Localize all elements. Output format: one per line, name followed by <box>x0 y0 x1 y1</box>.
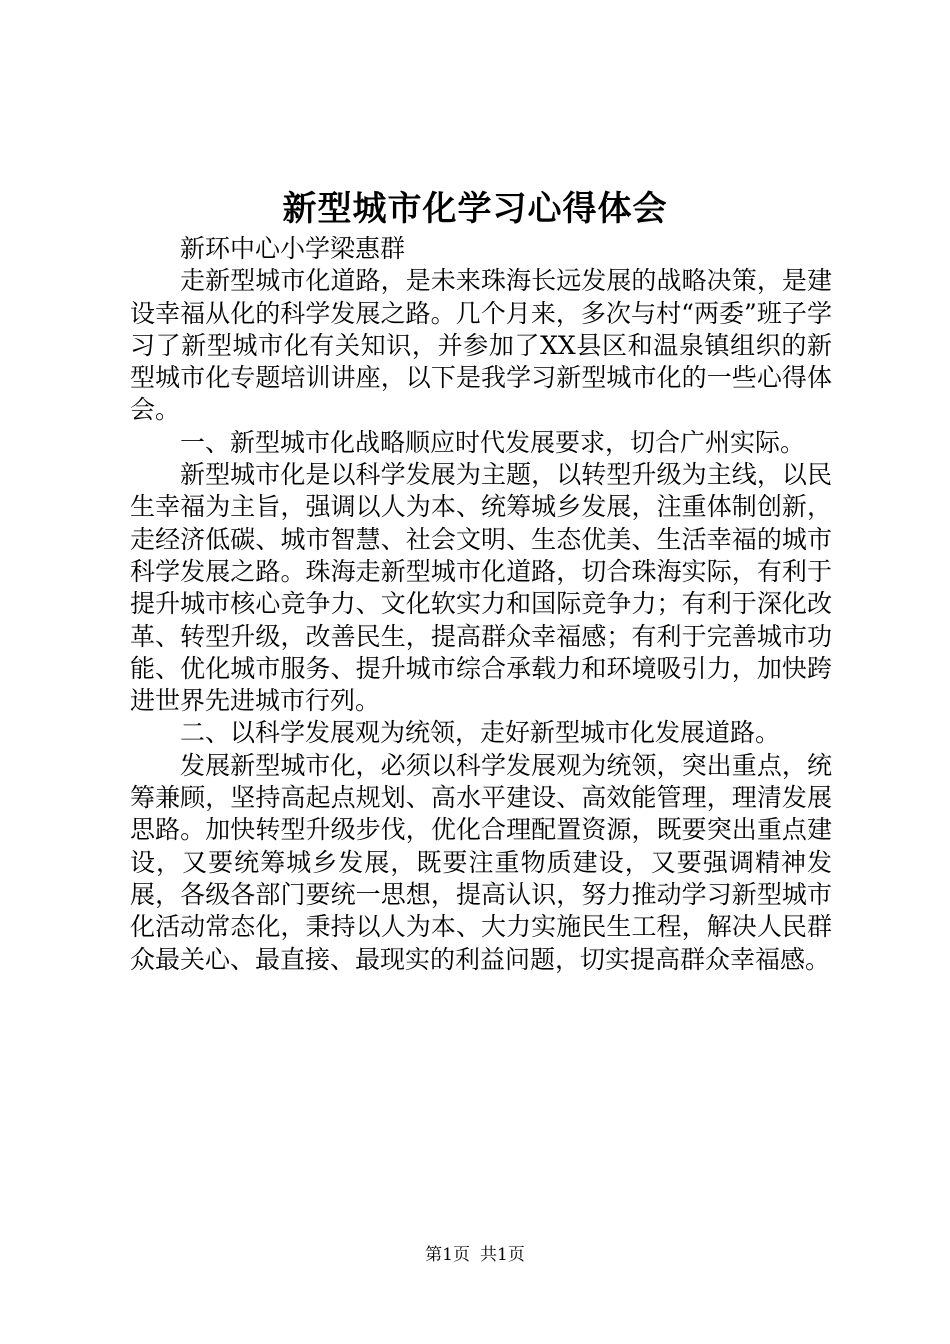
paragraph-intro: 走新型城市化道路，是未来珠海长远发展的战略决策，是建设幸福从化的科学发展之路。几个月来，多次与村“两委”班子学习了新型城市化有关知识，并参加了XX县区和温泉镇组织的新型城市化专题培训讲座，以下是我学习新型城市化的一些心得体会。 <box>130 266 832 425</box>
document-title: 新型城市化学习心得体会 <box>282 189 668 229</box>
page-number: 第1页 <box>425 1245 470 1265</box>
section-heading-1: 一、新型城市化战略顺应时代发展要求，切合广州实际。 <box>180 427 806 457</box>
section-heading-2: 二、以科学发展观为统领，走好新型城市化发展道路。 <box>180 718 781 748</box>
paragraph-section-1: 新型城市化是以科学发展为主题，以转型升级为主线，以民生幸福为主旨，强调以人为本、统筹城乡发展，注重体制创新，走经济低碳、城市智慧、社会文明、生态优美、生活幸福的城市科学发展之路。珠海走新型城市化道路，切合珠海实际，有利于提升城市核心竞争力、文化软实力和国际竞争力；有利于深化改革、转型升级，改善民生，提高群众幸福感；有利于完善城市功能、优化城市服务、提升城市综合承载力和环境吸引力，加快跨进世界先进城市行列。 <box>130 460 832 716</box>
paragraph-section-2: 发展新型城市化，必须以科学发展观为统领，突出重点，统筹兼顾，坚持高起点规划、高水平建设、高效能管理，理清发展思路。加快转型升级步伐，优化合理配置资源，既要突出重点建设，又要统筹城乡发展，既要注重物质建设，又要强调精神发展，各级各部门要统一思想，提高认识，努力推动学习新型城市化活动常态化，秉持以人为本、大力实施民生工程，解决人民群众最关心、最直接、最现实的利益问题，切实提高群众幸福感。 <box>130 750 832 974</box>
author-line: 新环中心小学梁惠群 <box>180 234 406 263</box>
document-body <box>130 233 832 976</box>
page-total: 共1页 <box>480 1245 525 1265</box>
page-footer <box>0 1243 950 1267</box>
